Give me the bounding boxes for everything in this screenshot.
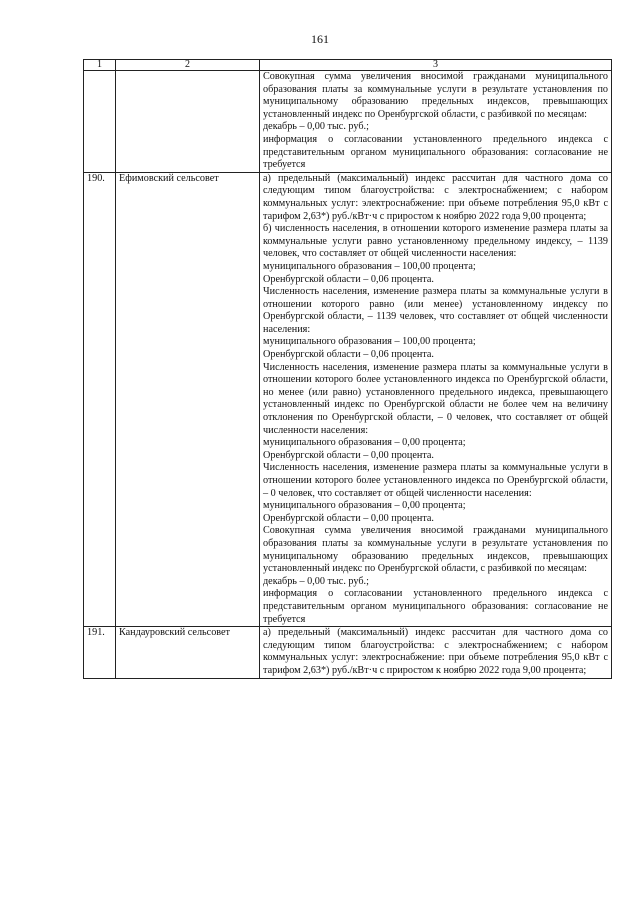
row-number [84, 71, 116, 173]
detail-paragraph: Численность населения, изменение размера платы за коммунальные услуги в отношении которого более установленного индекса по Оренбургской области, – 0 человек, что составляет от общей численности населения: [263, 462, 608, 499]
detail-paragraph: Совокупная сумма увеличения вносимой гражданами муниципального образования платы за коммунальные услуги в результате установления по муниципальному образованию предельных индексов, превышающих установленный индекс по Оренбургской области, с разбивкой по месяцам: [263, 71, 608, 120]
detail-paragraph: Оренбургской области – 0,06 процента. [263, 349, 434, 361]
table-row [84, 71, 612, 173]
detail-paragraph: а) предельный (максимальный) индекс рассчитан для частного дома со следующим типом благоустройства: с электроснабжением; с набором коммунальных услуг: электроснабжение: при объеме потребления 95,0 кВт с тарифом 2,63*) руб./кВт·ч с приростом к ноябрю 2022 года 9,00 процента; [263, 172, 608, 222]
detail-paragraph: информация о согласовании установленного предельного индекса с представительным органом муниципального образования: согласование не требуется [263, 133, 608, 171]
municipality-name: Ефимовский сельсовет [116, 172, 260, 626]
detail-paragraph: Оренбургской области – 0,00 процента. [263, 449, 434, 461]
detail-paragraph: Численность населения, изменение размера платы за коммунальные услуги в отношении которого более установленного индекса по Оренбургской области, но менее (или равно) установленного предельного индекса, превышающего установленный индекс по Оренбургской области не более чем на величину отклонения по Оренбургской области, – 0 человек, что составляет от общей численности населения: [263, 361, 608, 436]
detail-paragraph: информация о согласовании установленного предельного индекса с представительным органом муниципального образования: согласование не требуется [263, 588, 608, 625]
row-number: 190. [84, 172, 116, 626]
municipality-name [116, 71, 260, 173]
detail-paragraph: Численность населения, изменение размера платы за коммунальные услуги в отношении которого равно (или менее) установленному индексу по Оренбургской области, – 1139 человек, что составляет от общей численности населения: [263, 286, 608, 335]
detail-paragraph: Совокупная сумма увеличения вносимой гражданами муниципального образования платы за коммунальные услуги в результате установления по муниципальному образованию предельных индексов, превышающих установленный индекс по Оренбургской области, с разбивкой по месяцам: [263, 525, 608, 575]
header-col-1: 1 [84, 60, 116, 71]
table-row [84, 172, 612, 626]
indices-table [83, 59, 612, 679]
index-details [260, 172, 612, 626]
header-col-2: 2 [116, 60, 260, 71]
detail-paragraph: муниципального образования – 100,00 процента; [263, 260, 476, 272]
header-row [84, 60, 612, 71]
row-number: 191. [84, 627, 116, 678]
municipality-name: Кандауровский сельсовет [116, 627, 260, 678]
page-number: 161 [311, 32, 329, 46]
table-row [84, 627, 612, 678]
index-details [260, 71, 612, 173]
detail-paragraph: муниципального образования – 0,00 процента; [263, 437, 466, 449]
index-details [260, 627, 612, 678]
detail-paragraph: муниципального образования – 100,00 процента; [263, 336, 476, 348]
detail-paragraph: Оренбургской области – 0,06 процента. [263, 273, 434, 285]
detail-paragraph: Оренбургской области – 0,00 процента. [263, 512, 434, 524]
detail-paragraph: декабрь – 0,00 тыс. руб.; [263, 575, 369, 587]
detail-paragraph: декабрь – 0,00 тыс. руб.; [263, 121, 369, 133]
detail-paragraph: муниципального образования – 0,00 процента; [263, 500, 466, 512]
header-col-3: 3 [260, 60, 612, 71]
detail-paragraph: б) численность населения, в отношении которого изменение размера платы за коммунальные услуги равно установленному предельному индексу, – 1139 человек, что составляет от общей численности населения: [263, 223, 608, 260]
detail-paragraph: а) предельный (максимальный) индекс рассчитан для частного дома со следующим типом благоустройства: с электроснабжением; с набором коммунальных услуг: электроснабжение: при объеме потребления 95,0 кВт с тарифом 2,63*) руб./кВт·ч с приростом к ноябрю 2022 года 9,00 процента; [263, 627, 608, 676]
